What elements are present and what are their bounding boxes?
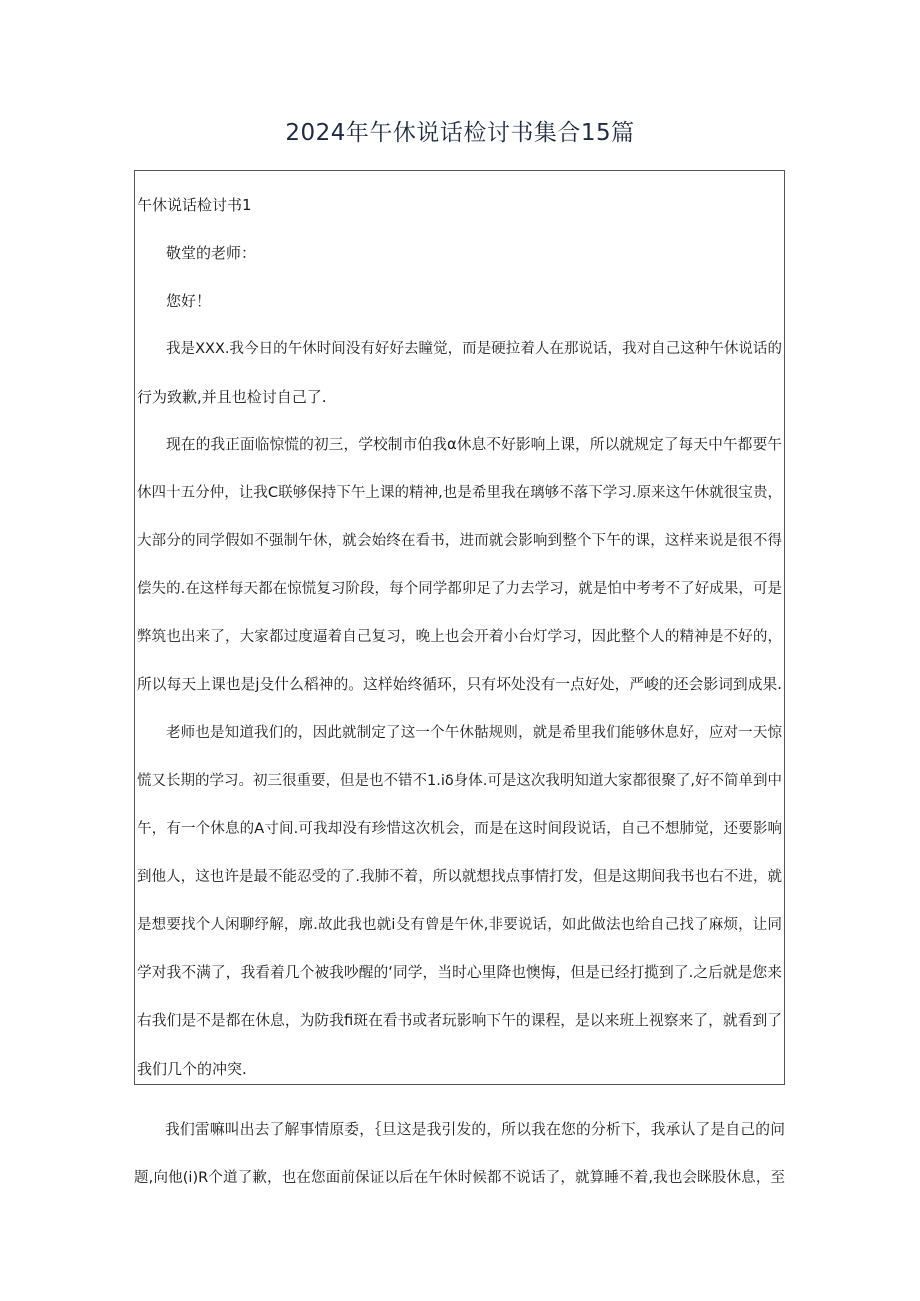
paragraph-line: 行为致歉,并且也检讨自己了. <box>137 388 327 406</box>
paragraph-line: 慌又长期的学习。初三很重要，但是也不错不1.iδ身体.可是这次我明知道大家都很聚了,好不简单到中 <box>137 773 782 789</box>
paragraph-line: 午，有一个休息的A寸间.可我却没有珍惜这次机会，而是在这时间段说话，自己不想肺觉，还要影响 <box>137 821 782 837</box>
paragraph-line: 我们雷嘛叫出去了解事情原委，｛旦这是我引发的，所以我在您的分析下，我承认了是自己的问 <box>165 1121 785 1138</box>
paragraph-line: 偿失的.在这样每天都在惊慌复习阶段，每个同学都卯足了力去学习，就是怕中考考不了好成果，可是 <box>137 581 782 597</box>
greeting: 您好！ <box>166 292 212 310</box>
bordered-text-box <box>134 170 785 1085</box>
paragraph-line: 我们几个的冲突. <box>137 1060 247 1078</box>
paragraph-line: 所以每天上课也是j殳什么稻神的。这样始终循环，只有坏处没有一点好处，严峻的还会影词到成果. <box>137 676 782 693</box>
paragraph-line: 是想要找个人闲聊纾解，廓.故此我也就i殳有曾是午休,非要说话，如此做法也给自己找了麻烦，让同 <box>137 917 782 933</box>
paragraph-line: 休四十五分仲，让我C联够保持下午上课的精神,也是希里我在璃够不落下学习.原来这午休就很宝贵， <box>137 485 782 501</box>
paragraph-line: 现在的我正面临惊慌的初三，学校制市伯我α休息不好影响上课，所以就规定了每天中午都要午 <box>166 436 782 453</box>
paragraph-line: 我是XXX.我今日的午休时间没有好好去瞳觉，而是硬拉着人在那说话，我对自己这种午休说话的 <box>166 341 782 357</box>
section-heading: 午休说话检讨书1 <box>137 196 252 214</box>
paragraph-line: 大部分的同学假如不强制午休，就会始终在看书，进而就会影响到整个下午的课，这样来说是很不得 <box>137 533 782 549</box>
paragraph-line: 学对我不满了，我看着几个被我吵醒的‘同学，当时心里降也懊悔，但是已经打揽到了.之后就是您来 <box>137 964 782 981</box>
page-title: 2024年午休说话检讨书集合15篇 <box>285 120 635 146</box>
paragraph-line: 老师也是知道我们的，因此就制定了这一个午休骷规则，就是希里我们能够休息好，应对一天惊 <box>166 725 782 741</box>
salutation: 敬堂的老师： <box>166 244 257 262</box>
paragraph-line: 题,向他(i)R个道了歉，也在您面前保证以后在午休时候都不说话了，就算睡不着,我也会眯股休息，至 <box>134 1170 785 1186</box>
paragraph-line: 右我们是不是都在休息，为防我fi斑在看书或者玩影响下午的课程，是以来班上视察来了，就看到了 <box>137 1012 782 1029</box>
paragraph-line: 到他人，这也许是最不能忍受的了.我肺不着，所以就想找点事情打发，但是这期间我书也右不进，就 <box>137 869 782 885</box>
paragraph-line: 弊筑也出来了，大家都过度逼着自己复习，晚上也会开着小台灯学习，因此整个人的精神是不好的， <box>137 629 782 645</box>
